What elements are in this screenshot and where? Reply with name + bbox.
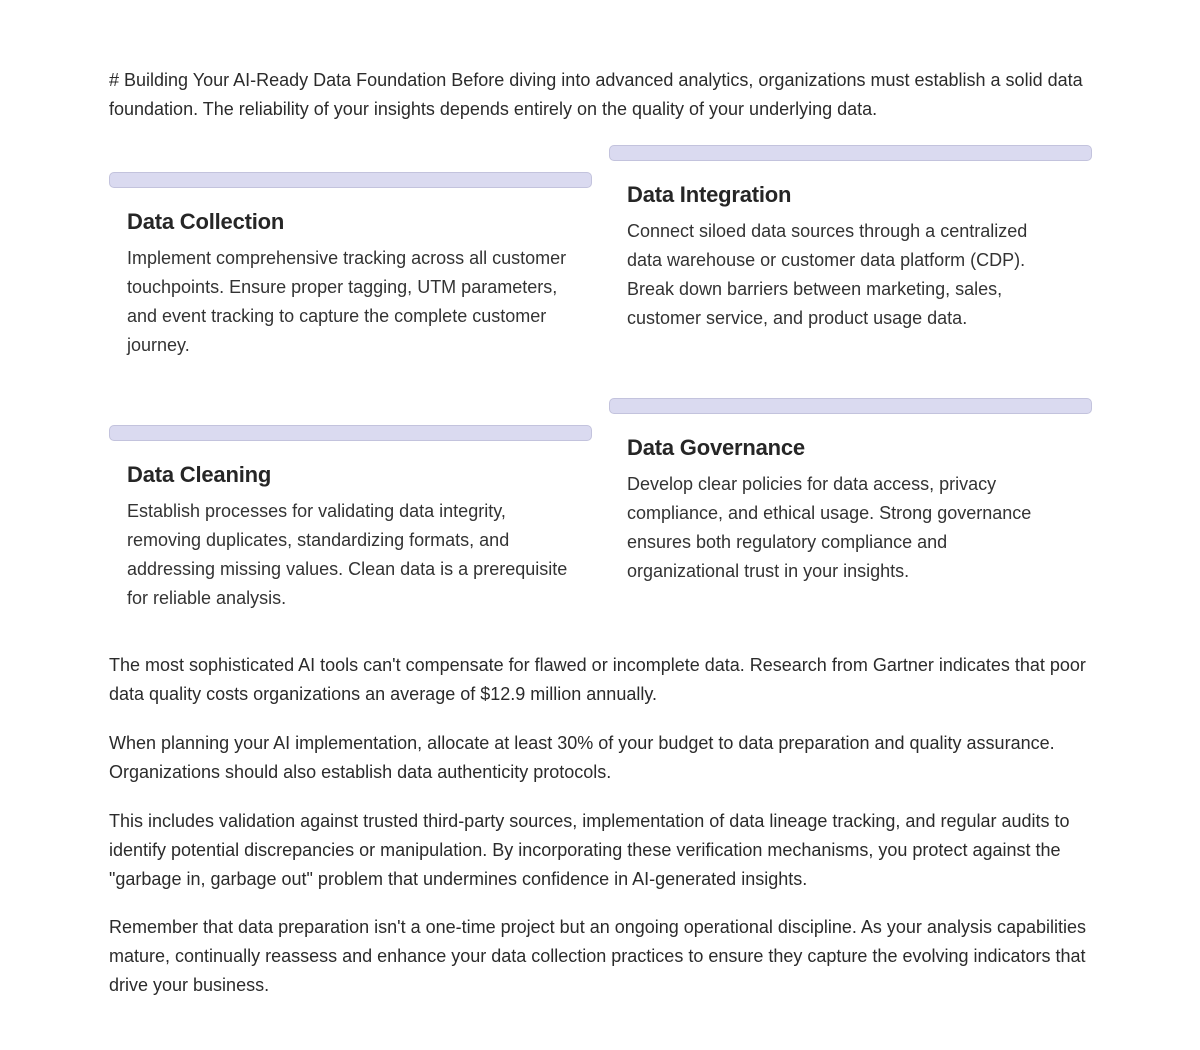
card-title: Data Governance (627, 435, 805, 460)
card-text: Establish processes for validating data integrity, removing duplicates, standardizing formats, and addressing missing values. Clean data is a prerequisite for reliable analysis. (127, 501, 568, 608)
card-data-cleaning (109, 425, 592, 613)
body-paragraph-ongoing-discipline: Remember that data preparation isn't a one-time project but an ongoing operational discipline. As your analysis capabilities mature, continually reassess and enhance your data collection practices to ensure they capture the evolving indicators that drive your business. (109, 917, 1087, 995)
card-header-bar (109, 425, 592, 441)
card-text: Implement comprehensive tracking across all customer touchpoints. Ensure proper tagging, UTM parameters, and event tracking to capture the complete customer journey. (127, 248, 567, 355)
card-title: Data Integration (627, 182, 792, 207)
card-data-integration (609, 145, 1092, 333)
card-header-bar (609, 145, 1092, 161)
intro-paragraph: # Building Your AI-Ready Data Foundation Before diving into advanced analytics, organizations must establish a solid data foundation. The reliability of your insights depends entirely on the quality of your underlying data. (109, 70, 1083, 119)
card-data-governance (609, 398, 1092, 586)
card-text: Develop clear policies for data access, privacy compliance, and ethical usage. Strong governance ensures both regulatory compliance and organizational trust in your insights. (627, 474, 1032, 581)
body-paragraph-data-quality: The most sophisticated AI tools can't compensate for flawed or incomplete data. Research from Gartner indicates that poor data quality costs organizations an average of $12.9 million annually. (109, 655, 1086, 704)
card-title: Data Cleaning (127, 462, 272, 487)
card-title: Data Collection (127, 209, 285, 234)
body-paragraph-budget: When planning your AI implementation, allocate at least 30% of your budget to data preparation and quality assurance. Organizations should also establish data authenticity protocols. (109, 733, 1055, 782)
card-header-bar (609, 398, 1092, 414)
body-paragraph-validation: This includes validation against trusted third-party sources, implementation of data lineage tracking, and regular audits to identify potential discrepancies or manipulation. By incorporating these verification mechanisms, you protect against the "garbage in, garbage out" problem that undermines confidence in AI-generated insights. (109, 811, 1070, 889)
card-data-collection (109, 172, 592, 360)
card-text: Connect siloed data sources through a centralized data warehouse or customer data platform (CDP). Break down barriers between marketing, sales, customer service, and product usage data. (627, 221, 1028, 328)
card-header-bar (109, 172, 592, 188)
